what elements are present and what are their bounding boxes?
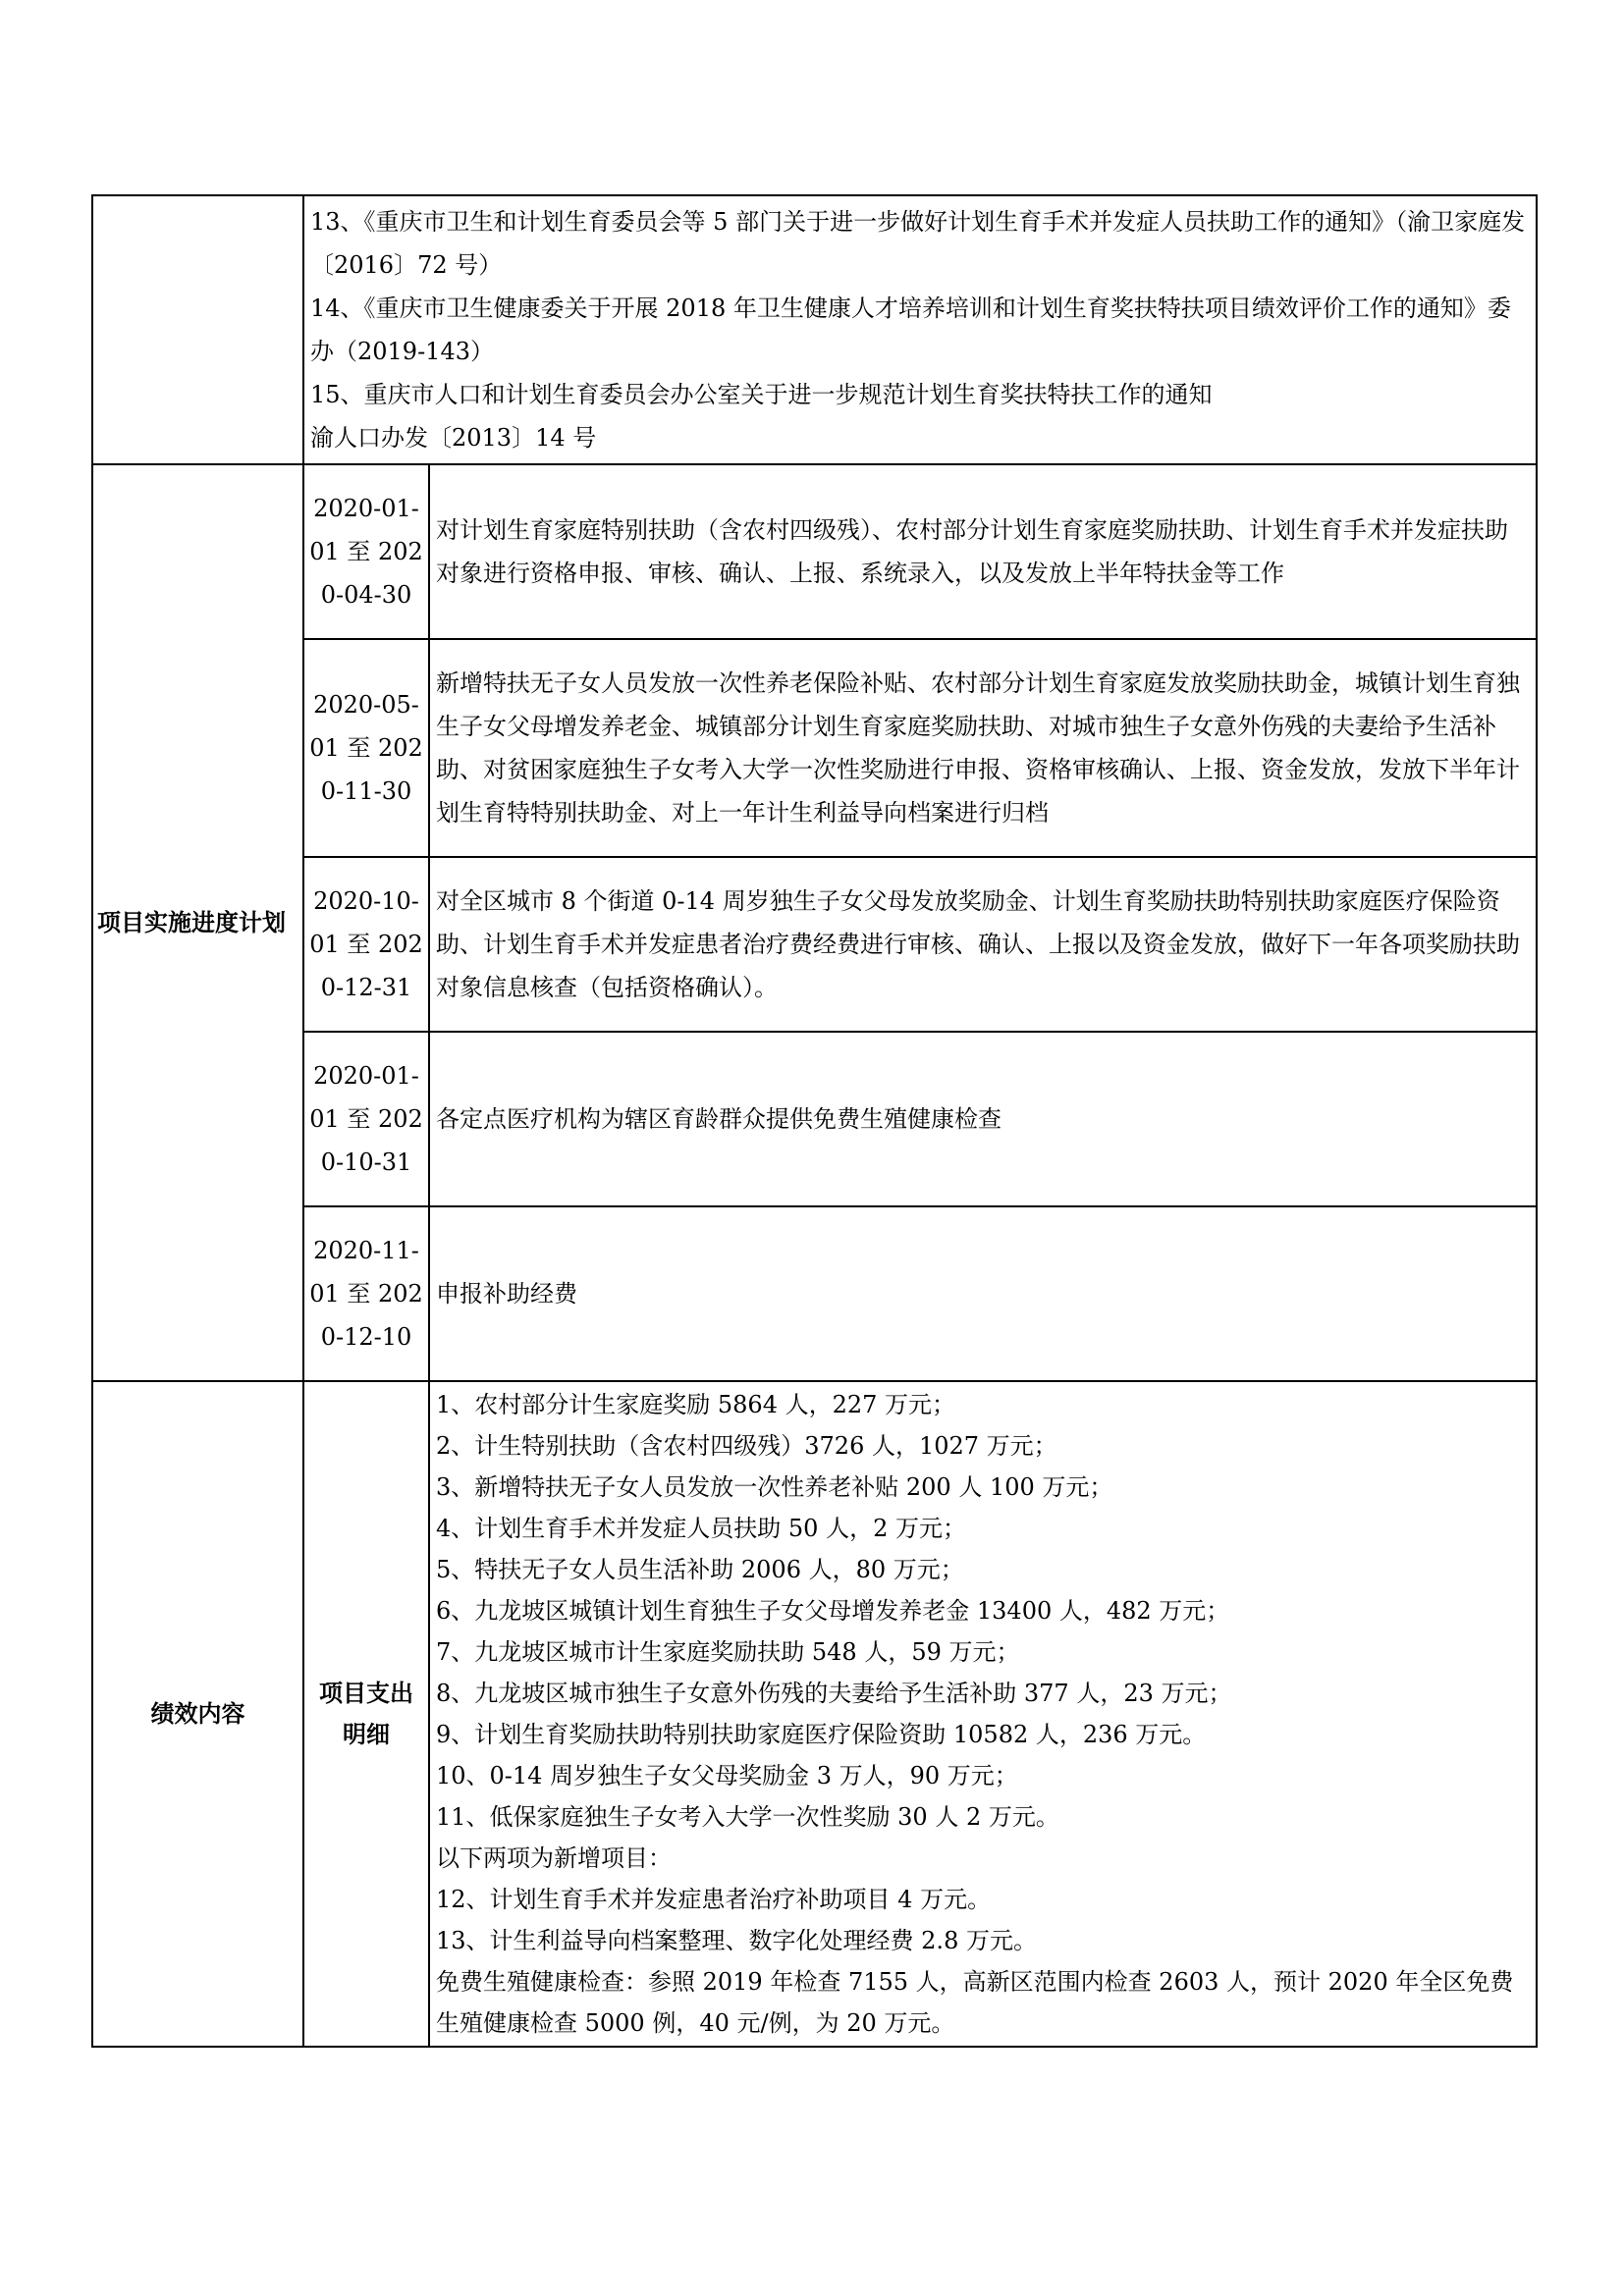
schedule-row (92, 639, 1537, 857)
expense-item: 13、计生利益导向档案整理、数字化处理经费 2.8 万元。 (436, 1927, 1037, 1954)
performance-sub-label: 项目支出明细 (303, 1381, 429, 2047)
schedule-date: 2020-11-01 至 2020-12-10 (303, 1206, 429, 1381)
schedule-date: 2020-10-01 至 2020-12-31 (303, 857, 429, 1032)
expense-item: 免费生殖健康检查：参照 2019 年检查 7155 人，高新区范围内检查 2603 人，预计 2020 年全区免费生殖健康检查 5000 例，40 元/例，为 20 万元。 (436, 1968, 1514, 2037)
policy-basis-row (92, 195, 1537, 464)
performance-details (429, 1381, 1537, 2047)
policy-basis-item: 渝人口办发〔2013〕14 号 (310, 424, 597, 452)
policy-basis-item: 15、重庆市人口和计划生育委员会办公室关于进一步规范计划生育奖扶特扶工作的通知 (310, 381, 1213, 408)
policy-basis-label-cell (92, 195, 303, 464)
expense-item: 4、计划生育手术并发症人员扶助 50 人，2 万元； (436, 1515, 966, 1542)
schedule-desc: 申报补助经费 (429, 1206, 1537, 1381)
expense-item: 8、九龙坡区城市独生子女意外伤残的夫妻给予生活补助 377 人，23 万元； (436, 1680, 1232, 1707)
expense-item: 11、低保家庭独生子女考入大学一次性奖励 30 人 2 万元。 (436, 1803, 1059, 1831)
schedule-date: 2020-01-01 至 2020-04-30 (303, 464, 429, 639)
schedule-desc: 新增特扶无子女人员发放一次性养老保险补贴、农村部分计划生育家庭发放奖励扶助金，城镇计划生育独生子女父母增发养老金、城镇部分计划生育家庭奖励扶助、对城市独生子女意外伤残的夫妻给予生活补助、对贫困家庭独生子女考入大学一次性奖励进行申报、资格审核确认、上报、资金发放，发放下半年计划生育特特别扶助金、对上一年计生利益导向档案进行归档 (429, 639, 1537, 857)
expense-item: 7、九龙坡区城市计生家庭奖励扶助 548 人，59 万元； (436, 1638, 1020, 1666)
policy-basis-item: 14、《重庆市卫生健康委关于开展 2018 年卫生健康人才培养培训和计划生育奖扶特扶项目绩效评价工作的通知》委办（2019-143） (310, 294, 1511, 365)
schedule-row (92, 464, 1537, 639)
expense-item: 1、农村部分计生家庭奖励 5864 人，227 万元； (436, 1391, 956, 1418)
schedule-desc: 对全区城市 8 个街道 0-14 周岁独生子女父母发放奖励金、计划生育奖励扶助特别扶助家庭医疗保险资助、计划生育手术并发症患者治疗费经费进行审核、确认、上报以及资金发放，做好下一年各项奖励扶助对象信息核查（包括资格确认）。 (429, 857, 1537, 1032)
schedule-row (92, 857, 1537, 1032)
schedule-label: 项目实施进度计划 (92, 464, 303, 1381)
policy-basis-item: 13、《重庆市卫生和计划生育委员会等 5 部门关于进一步做好计划生育手术并发症人员扶助工作的通知》（渝卫家庭发〔2016〕72 号） (310, 208, 1526, 279)
schedule-date: 2020-01-01 至 2020-10-31 (303, 1032, 429, 1206)
policy-basis-content (303, 195, 1537, 464)
expense-item: 3、新增特扶无子女人员发放一次性养老补贴 200 人 100 万元； (436, 1473, 1113, 1501)
document-table (91, 194, 1538, 2048)
expense-item: 2、计生特别扶助（含农村四级残）3726 人，1027 万元； (436, 1432, 1057, 1460)
expense-item: 6、九龙坡区城镇计划生育独生子女父母增发养老金 13400 人，482 万元； (436, 1597, 1230, 1625)
schedule-row (92, 1032, 1537, 1206)
performance-label: 绩效内容 (92, 1381, 303, 2047)
schedule-date: 2020-05-01 至 2020-11-30 (303, 639, 429, 857)
schedule-desc: 各定点医疗机构为辖区育龄群众提供免费生殖健康检查 (429, 1032, 1537, 1206)
performance-row (92, 1381, 1537, 2047)
expense-note: 以下两项为新增项目： (436, 1844, 672, 1872)
expense-item: 12、计划生育手术并发症患者治疗补助项目 4 万元。 (436, 1886, 992, 1913)
schedule-row (92, 1206, 1537, 1381)
expense-item: 5、特扶无子女人员生活补助 2006 人，80 万元； (436, 1556, 964, 1583)
expense-item: 10、0-14 周岁独生子女父母奖励金 3 万人，90 万元； (436, 1762, 1018, 1789)
schedule-desc: 对计划生育家庭特别扶助（含农村四级残）、农村部分计划生育家庭奖励扶助、计划生育手术并发症扶助对象进行资格申报、审核、确认、上报、系统录入，以及发放上半年特扶金等工作 (429, 464, 1537, 639)
expense-item: 9、计划生育奖励扶助特别扶助家庭医疗保险资助 10582 人，236 万元。 (436, 1721, 1207, 1748)
